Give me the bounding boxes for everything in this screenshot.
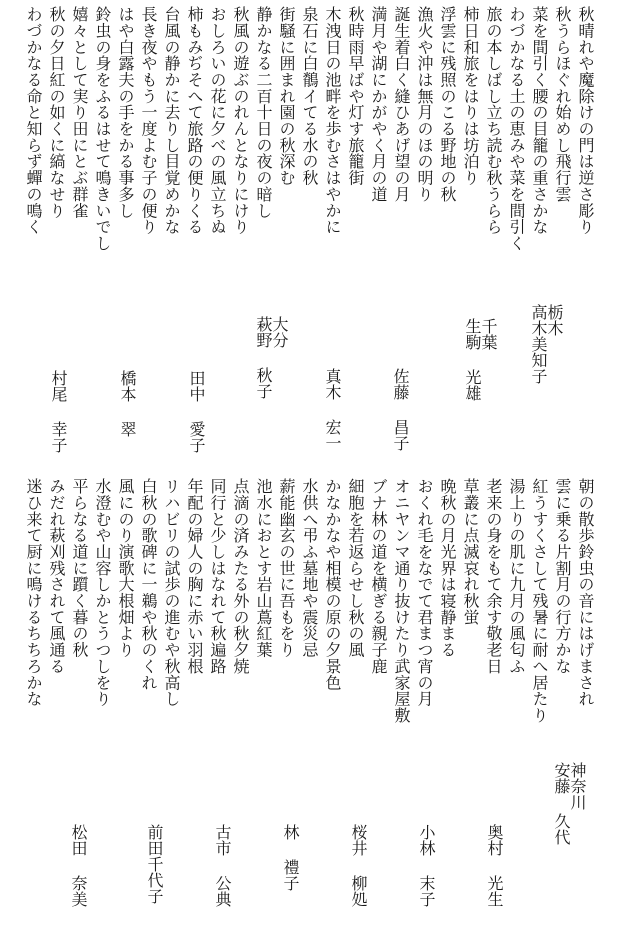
haiku-line: 薪能幽玄の世に吾もをり [277,478,296,658]
author-name: 安藤 久代 [552,762,571,845]
haiku-line: かなかなや相模の原の夕景色 [323,478,342,691]
haiku-line: 白秋の歌碑に一鵜や秋のくれ [139,478,158,691]
author-credit [50,370,66,453]
haiku-line: 点滴の済みたる外の秋夕焼 [231,478,250,675]
haiku-line: 街騒に囲まれ園の秋深む [277,6,296,186]
haiku-line: 年配の婦人の胸に赤い羽根 [185,478,204,675]
haiku-line: オニヤンマ通り抜けたり武家屋敷 [392,478,411,724]
author-name: 古市 公典 [213,824,232,907]
author-credit [119,370,135,437]
haiku-line: 秋風の遊ぶのれんとなりにけり [231,6,250,235]
haiku-line: 台風の静かに去りし目覚めかな [162,6,181,235]
haiku-line: リハビリの試歩の進むや秋高し [162,478,181,707]
haiku-line: 旅の本しばし立ち読む秋うらら [484,6,503,235]
haiku-line: 雲に乗る片割月の行方かな [553,478,572,675]
haiku-line: 漁火や沖は無月のほの明り [415,6,434,203]
haiku-line: わづかなる土の恵みや菜を間引く [507,6,526,252]
haiku-line: 秋の夕日紅の如くに縞なせり [47,6,66,219]
haiku-line: 紅うすくさして残暑に耐へ居たり [530,478,549,724]
haiku-line: おくれ毛をなでて君まつ宵の月 [415,478,434,707]
author-name: 桜井 柳処 [349,824,368,907]
haiku-line: 長き夜やもう一度よむ子の便り [139,6,158,235]
haiku-line: みだれ萩刈残されて風通る [47,478,66,675]
haiku-line: 嬉々として実り田にとぶ群雀 [70,6,89,219]
haiku-line: 同行と少しはなれて秋遍路 [208,478,227,675]
haiku-line: 水供へ弔ふ墓地や震災忌 [300,478,319,658]
haiku-line: 誕生着白く縫ひあげ望の月 [392,6,411,203]
author-credit [214,824,230,907]
author-credit [70,824,86,907]
author-credit [418,824,434,907]
haiku-line: 平らなる道に躓く暮の秋 [70,478,89,658]
haiku-line: 泉石に白鶺イてる水の秋 [300,6,319,186]
haiku-line: 秋晴れや魔除けの門は逆さ彫り [576,6,595,235]
haiku-line: 池水におとす岩山蔦紅葉 [254,478,273,658]
haiku-line: わづかなる命と知らず蟬の鳴く [24,6,43,235]
author-credit [350,824,366,907]
author-name: 萩野 秋子 [254,316,273,399]
author-name: 松田 奈美 [69,824,88,907]
author-name: 林 禮子 [281,824,300,891]
haiku-line: ブナ林の道を横ぎる親子鹿 [369,478,388,675]
haiku-line: 水澄むや山容しかとうつしをり [93,478,112,707]
author-name: 奥村 光生 [485,824,504,907]
author-name: 小林 末子 [417,824,436,907]
haiku-line: はや白露夫の手をかる事多し [116,6,135,219]
author-credit [530,304,562,384]
haiku-line: 晩秋の月光界は寝静まる [438,478,457,658]
haiku-line: 秋うらほぐれ始めし飛行雲 [553,6,572,203]
haiku-line: おしろいの花に夕べの風立ちぬ [208,6,227,235]
author-credit [486,824,502,907]
haiku-line: 鈴虫の身をふるはせて鳴きいでし [93,6,112,252]
author-name: 前田千代子 [145,824,164,904]
author-prefecture: 栃木 [545,304,564,336]
haiku-line: 風にのり演歌大根畑より [116,478,135,658]
haiku-line: 静かなる二百十日の夜の暗し [254,6,273,219]
haiku-line: 湯上りの肌に九月の風匂ふ [507,478,526,675]
author-name: 高木美知子 [529,304,548,384]
author-prefecture: 大分 [270,316,289,348]
haiku-line: 老来の身をもて余す敬老日 [484,478,503,675]
author-name: 真木 宏一 [323,368,342,451]
author-name: 田中 愛子 [187,370,206,453]
author-credit [464,318,496,401]
author-credit [392,368,408,451]
haiku-line: 朝の散歩鈴虫の音にはげまされ [576,478,595,707]
author-credit [146,824,162,904]
author-name: 生駒 光雄 [463,318,482,401]
author-credit [282,824,298,891]
author-name: 村尾 幸子 [49,370,68,453]
haiku-line: 満月や湖にかがやく月の道 [369,6,388,203]
author-name: 橋本 翠 [118,370,137,437]
haiku-line: 木洩日の池畔を歩むさはやかに [323,6,342,235]
haiku-line: 柿日和旅をはりは坊泊り [461,6,480,186]
haiku-line: 草叢に点滅哀れ秋蛍 [461,478,480,626]
author-credit [188,370,204,453]
haiku-line: 柿もみぢそへて旅路の便りくる [185,6,204,235]
haiku-line: 浮雲に残照のこる野地の秋 [438,6,457,203]
author-credit [553,762,585,845]
author-name: 佐藤 昌子 [391,368,410,451]
haiku-line: 秋時雨早ばや灯す旅籠街 [346,6,365,186]
haiku-line: 菜を間引く腰の目籠の重さかな [530,6,549,235]
haiku-line: 迷ひ来て厨に鳴けるちちろかな [24,478,43,707]
author-credit [255,316,287,399]
author-prefecture: 千葉 [479,318,498,350]
author-credit [324,368,340,451]
haiku-line: 細胞を若返らせし秋の風 [346,478,365,658]
author-prefecture: 神奈川 [568,762,587,810]
